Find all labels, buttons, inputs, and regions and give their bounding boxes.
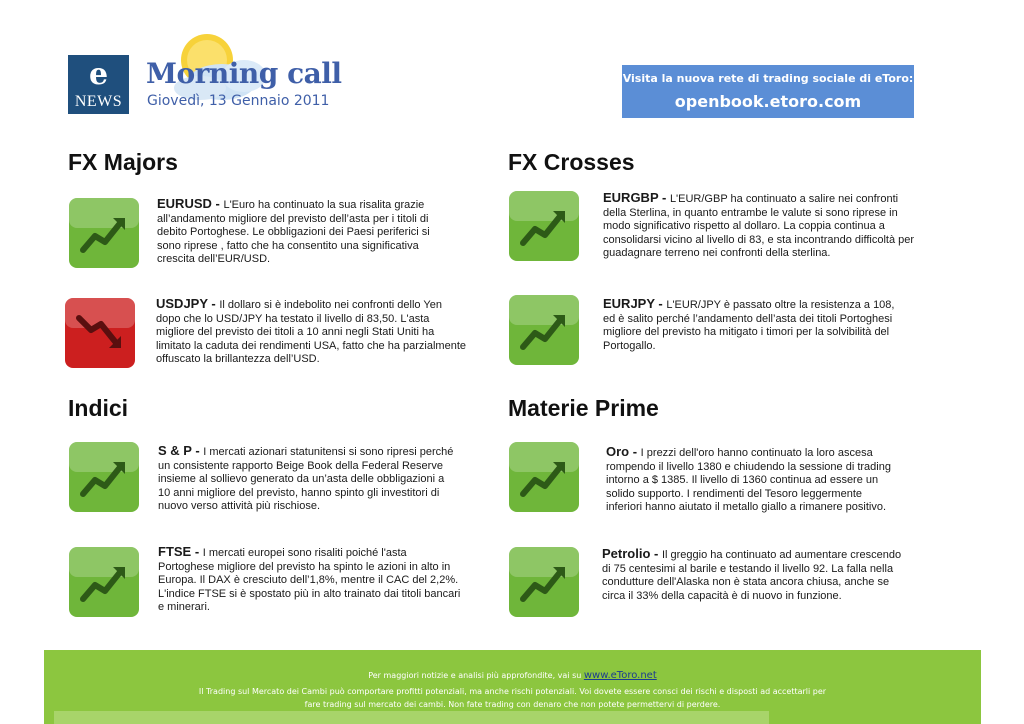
page-title: Morning call <box>146 57 342 90</box>
etoro-news-logo <box>68 55 129 114</box>
item-name: EURUSD - <box>157 196 224 211</box>
trend-up-icon <box>67 196 141 270</box>
item-name: S & P - <box>158 443 204 458</box>
item-oro <box>606 445 896 515</box>
footer-intro: Per maggiori notizie e analisi più approfondite, vai su <box>368 671 584 680</box>
item-text: L'Euro ha continuato la sua risalita grazie all’andamento migliore del previsto dell’asta per i titoli di debito Portoghese. Le obbligazioni dei Paesi periferici si sono riprese , fatto che ha consentito una significativa crescita dell’EUR/USD. <box>157 199 430 266</box>
item-text: I mercati europei sono risaliti poiché l'asta Portoghese migliore del previsto ha spinto le azioni in alto in Europa. Il DAX è cresciuto dell’1,8%, mentre il CAC del 2,2%. L'indice FTSE si è spostato più in alto trainato dai titoli bancari e minerari. <box>158 547 461 614</box>
trend-up-icon <box>507 293 581 367</box>
openbook-caption: Visita la nuova rete di trading sociale di eToro: <box>622 72 914 85</box>
section-title-materie-prime: Materie Prime <box>508 395 659 421</box>
item-sp <box>158 444 458 514</box>
page-date: Giovedì, 13 Gennaio 2011 <box>147 93 330 109</box>
section-title-indici: Indici <box>68 395 129 421</box>
item-text: L'EUR/GBP ha continuato a salire nei confronti della Sterlina, in quanto entrambe le valute si sono riprese in modo significativo rispetto al dollaro. La coppia continua a consolidarsi vicino al livello di 83, e sta incontrando difficoltà per guadagnare terreno nei confronti della sterlina. <box>603 193 915 260</box>
item-petrolio <box>602 547 910 603</box>
trend-up-icon <box>67 545 141 619</box>
item-eurgbp <box>603 191 919 261</box>
trend-down-icon <box>63 296 137 370</box>
item-text: I mercati azionari statunitensi si sono ripresi perché un consistente rapporto Beige Book della Federal Reserve insieme al sollievo generato da un’asta delle obbligazioni a 10 anni migliore del previsto, hanno spinto gli investitori di nuovo verso attività più rischiose. <box>158 446 454 513</box>
item-name: USDJPY - <box>156 296 220 311</box>
item-ftse <box>158 545 463 615</box>
item-name: FTSE - <box>158 544 203 559</box>
item-text: Il greggio ha continuato ad aumentare crescendo di 75 centesimi al barile e testando il livello 92. La falla nella condutture dell'Alaska non è stata ancora chiusa, anche se circa il 33% della capacità è di nuovo in funzione. <box>602 549 902 602</box>
openbook-link[interactable]: openbook.etoro.com <box>674 92 862 111</box>
item-text: Il dollaro si è indebolito nei confronti dello Yen dopo che lo USD/JPY ha testato il livello di 83,50. L'asta migliore del previsto dei titoli a 10 anni negli Stati Uniti ha limitato la caduta dei rendimenti USA, fatto che ha parzialmente offuscato la brillantezza dell’USD. <box>156 299 466 366</box>
openbook-banner[interactable] <box>622 65 914 118</box>
footer-risk-line-1: Il Trading sul Mercato dei Cambi può comportare profitti potenziali, ma anche rischi potenziali. Voi dovete essere consci dei rischi e disposti ad accettarli per <box>198 687 827 696</box>
item-eurjpy <box>603 297 903 353</box>
footer-risk-line-2: fare trading sul mercato dei cambi. Non fate trading con denaro che non potete permettervi di perdere. <box>304 700 721 709</box>
item-usdjpy <box>156 297 468 367</box>
section-title-fx-majors: FX Majors <box>68 149 178 175</box>
item-text: L'EUR/JPY è passato oltre la resistenza a 108, ed è salito perché l’andamento dell’asta dei titoli Portoghesi migliore del previsto ha mitigato i timori per la solvibilità del Portogallo. <box>603 299 895 352</box>
item-text: I prezzi dell'oro hanno continuato la loro ascesa rompendo il livello 1380 e chiudendo la sessione di trading intorno a $ 1385. Il livello di 1360 continua ad essere un solido supporto. I rendimenti del Tesoro leggermente inferiori hanno aiutato il metallo giallo a rimanere positivo. <box>606 447 891 514</box>
item-name: EURJPY - <box>603 296 667 311</box>
logo-letter: e <box>88 57 109 92</box>
item-eurusd <box>157 197 455 267</box>
trend-up-icon <box>507 440 581 514</box>
trend-up-icon <box>507 545 581 619</box>
item-name: Oro - <box>606 444 641 459</box>
logo-word: NEWS <box>74 93 123 110</box>
trend-up-icon <box>507 189 581 263</box>
footer-link[interactable]: www.eToro.net <box>583 670 657 681</box>
footer-strip <box>54 711 769 724</box>
item-name: Petrolio - <box>602 546 662 561</box>
trend-up-icon <box>67 440 141 514</box>
item-name: EURGBP - <box>603 190 670 205</box>
section-title-fx-crosses: FX Crosses <box>508 149 635 175</box>
